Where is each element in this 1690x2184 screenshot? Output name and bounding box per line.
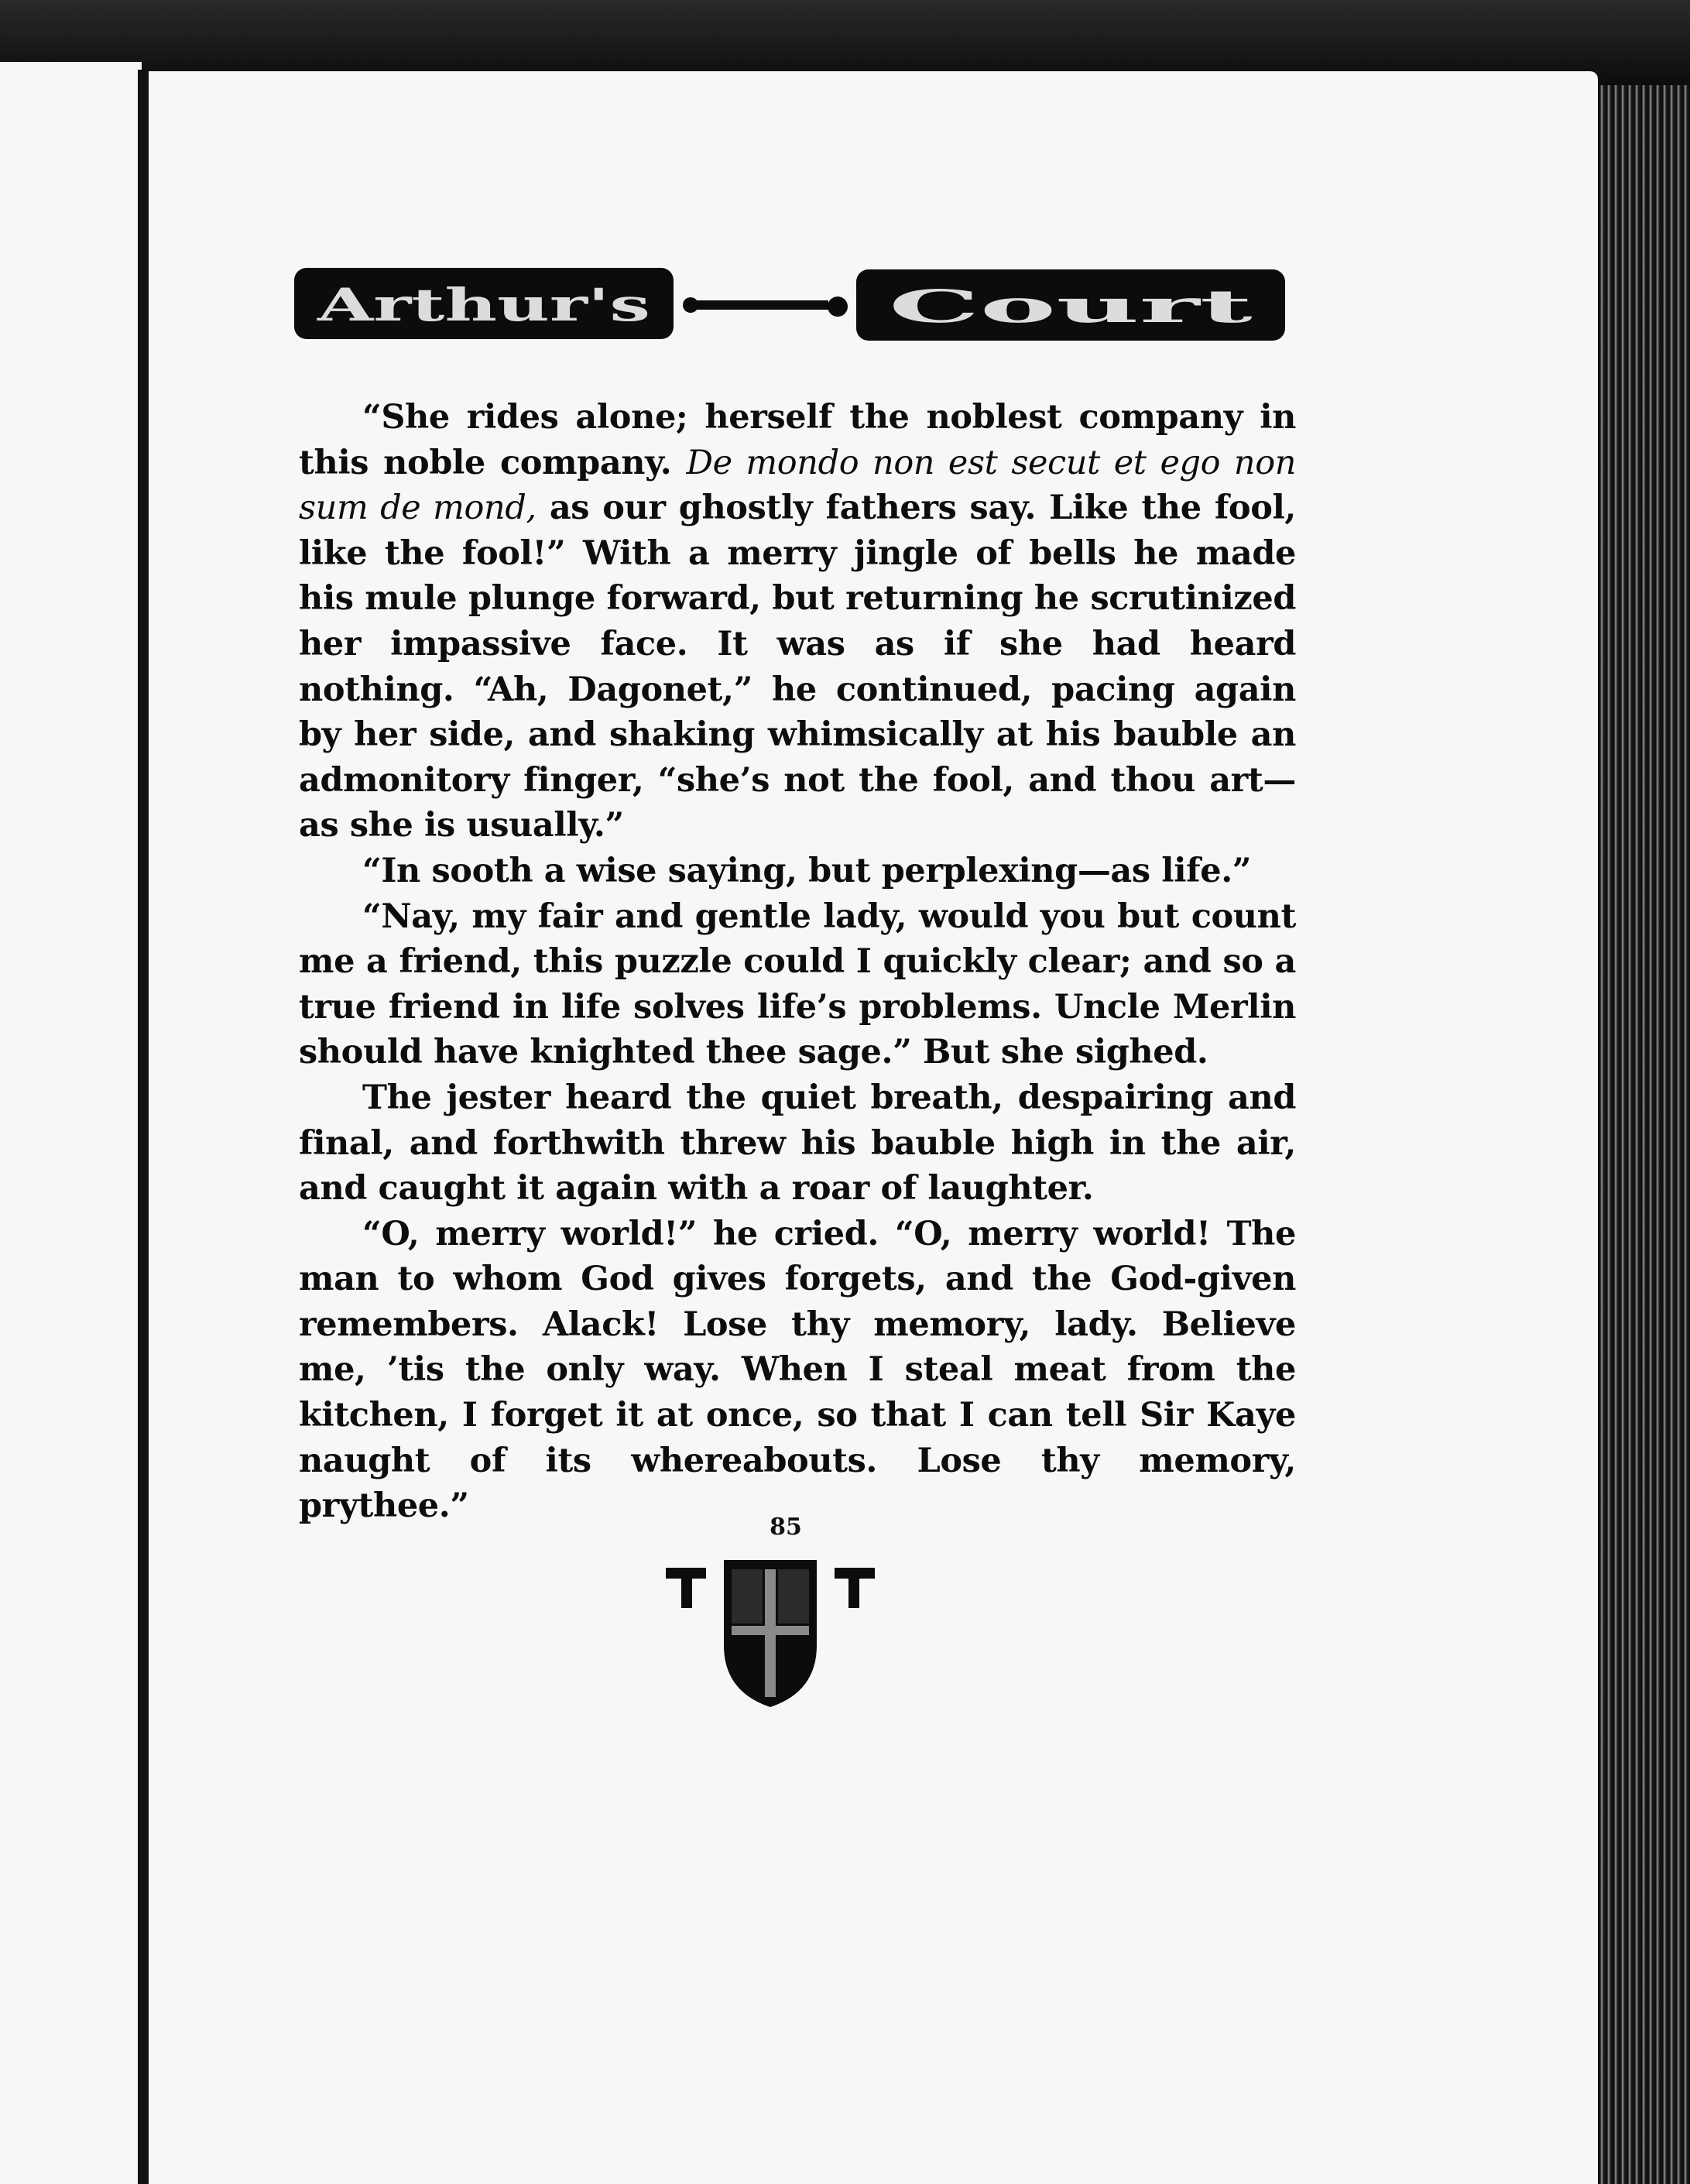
paragraph-1-before: “She rides alone; herself the noblest company in this noble company. [299,398,1296,482]
paragraph-1-after: as our ghostly fathers say. Like the fool, like the fool!” With a merry jingle of bells he made his mule plunge forward, but returning he scrutinized her impassive face. It was as if she had heard nothing. “Ah, Dagonet,” he continued, pacing again by her side, and shaking whimsically at his bauble an admonitory finger, “she’s not the fool, and thou art—as she is usually.” [299,489,1296,845]
latin-quotation: De mondo non est secut et ego non sum de mond, [299,443,1296,528]
connector-left-knob-icon [683,297,698,313]
book-gutter [138,70,149,2184]
paragraph-3: “Nay, my fair and gentle lady, would you but count me a friend, this puzzle could I quickly clear; and so a true friend in life solves life’s problems. Uncle Merlin should have knighted thee sage.” But she sighed. [299,897,1296,1072]
page-number: 85 [770,1514,802,1541]
paragraph-1 [299,395,1296,849]
paragraph-2: “In sooth a wise saying, but perplexing—as life.” [362,851,1252,890]
paragraph-4: The jester heard the quiet breath, despairing and final, and forthwith threw his bauble high in the air, and caught it again with a roar of laughter. [299,1078,1296,1209]
body-text [299,395,1296,1529]
connector-right-knob-icon [828,297,848,317]
connector-bar [697,300,828,310]
running-header [294,262,1285,347]
header-left-word: Arthur's [316,279,650,331]
shield-with-cross-ornament-icon [666,1552,875,1715]
paragraph-5: “O, merry world!” he cried. “O, merry world! The man to whom God gives forgets, and the God-given remembers. Alack! Lose thy memory, lady. Believe me, ’tis the only way. When I steal meat from the kitchen, I forget it at once, so that I can tell Sir Kaye naught of its whereabouts. Lose thy memory, prythee.” [299,1214,1296,1526]
header-right-word: Court [889,280,1253,333]
facing-page-edge [0,62,142,2184]
page-stack-edge [1598,85,1690,2184]
